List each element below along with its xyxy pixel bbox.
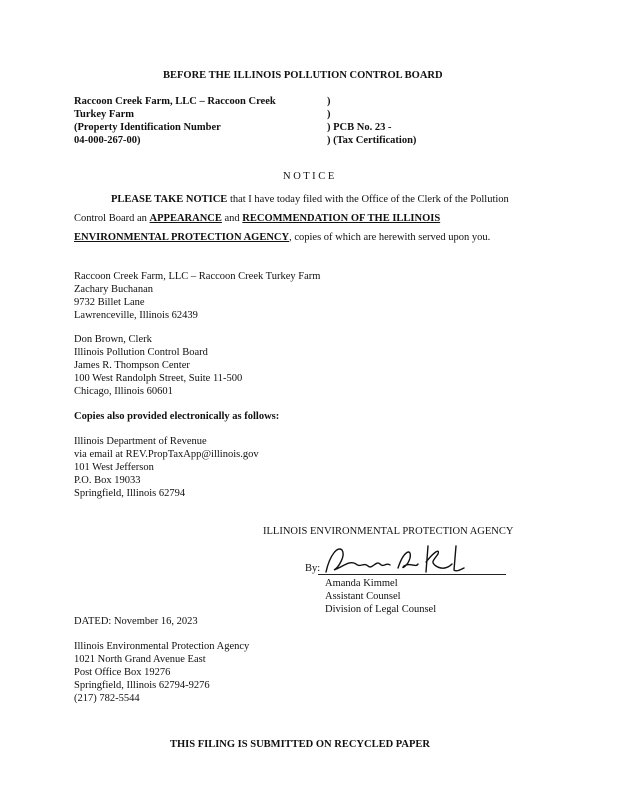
- agency-address: [74, 640, 249, 705]
- caption-left-line: Raccoon Creek Farm, LLC – Raccoon Creek: [74, 96, 276, 107]
- signatory-details: [325, 577, 436, 616]
- address-line: P.O. Box 19033: [74, 475, 141, 486]
- address-line: (217) 782-5544: [74, 693, 140, 704]
- address-line: Post Office Box 19276: [74, 667, 171, 678]
- caption-left-line: (Property Identification Number: [74, 122, 221, 133]
- dated-line: DATED: November 16, 2023: [74, 616, 198, 627]
- signatory-name: Amanda Kimmel: [325, 578, 398, 589]
- notice-lead: PLEASE TAKE NOTICE: [111, 194, 228, 205]
- document-heading: BEFORE THE ILLINOIS POLLUTION CONTROL BOARD: [163, 70, 443, 81]
- notice-line2-text: Control Board an: [74, 213, 150, 224]
- address-line: James R. Thompson Center: [74, 360, 190, 371]
- address-line: Raccoon Creek Farm, LLC – Raccoon Creek Turkey Farm: [74, 271, 321, 282]
- caption-right-line: ): [327, 109, 331, 120]
- address-line: 100 West Randolph Street, Suite 11-500: [74, 373, 243, 384]
- address-line: Chicago, Illinois 60601: [74, 386, 173, 397]
- address-line: Illinois Department of Revenue: [74, 436, 207, 447]
- case-caption-left: [74, 95, 276, 147]
- recommendation-label: RECOMMENDATION OF THE ILLINOIS: [242, 213, 441, 224]
- notice-title: N O T I C E: [283, 171, 335, 182]
- notice-line-3: [74, 231, 490, 244]
- signatory-title: Assistant Counsel: [325, 591, 401, 602]
- address-line: Don Brown, Clerk: [74, 334, 152, 345]
- caption-right-line: ) (Tax Certification): [327, 135, 417, 146]
- caption-right-line: ): [327, 96, 331, 107]
- address-line: via email at REV.PropTaxApp@illinois.gov: [74, 449, 259, 460]
- signature-agency: ILLINOIS ENVIRONMENTAL PROTECTION AGENCY: [263, 526, 514, 537]
- signature-line: [318, 574, 506, 575]
- address-line: Springfield, Illinois 62794-9276: [74, 680, 210, 691]
- notice-and: and: [221, 213, 243, 224]
- address-line: Illinois Pollution Control Board: [74, 347, 208, 358]
- address-line: Zachary Buchanan: [74, 284, 154, 295]
- agency-label: ENVIRONMENTAL PROTECTION AGENCY: [74, 232, 290, 243]
- notice-line1-text: that I have today filed with the Office of the Clerk of the Pollution: [227, 194, 509, 205]
- notice-line-2: [74, 212, 440, 225]
- case-caption-right: [327, 95, 416, 147]
- signatory-division: Division of Legal Counsel: [325, 604, 437, 615]
- copies-heading: Copies also provided electronically as follows:: [74, 411, 280, 422]
- caption-left-line: Turkey Farm: [74, 109, 134, 120]
- caption-left-line: 04-000-267-00): [74, 135, 141, 146]
- address-line: Illinois Environmental Protection Agency: [74, 641, 250, 652]
- addressee-farm: [74, 270, 320, 322]
- notice-line-1: [111, 193, 509, 206]
- signature-by-label: By:: [305, 563, 321, 574]
- addressee-clerk: [74, 333, 242, 398]
- address-line: Lawrenceville, Illinois 62439: [74, 310, 198, 321]
- notice-line3-text: , copies of which are herewith served upon you.: [289, 232, 491, 243]
- address-line: 9732 Billet Lane: [74, 297, 145, 308]
- addressee-revenue: [74, 435, 259, 500]
- appearance-label: APPEARANCE: [149, 213, 222, 224]
- address-line: Springfield, Illinois 62794: [74, 488, 186, 499]
- address-line: 101 West Jefferson: [74, 462, 154, 473]
- address-line: 1021 North Grand Avenue East: [74, 654, 206, 665]
- recycled-paper-footer: THIS FILING IS SUBMITTED ON RECYCLED PAPER: [170, 739, 431, 750]
- caption-right-line: ) PCB No. 23 -: [327, 122, 392, 133]
